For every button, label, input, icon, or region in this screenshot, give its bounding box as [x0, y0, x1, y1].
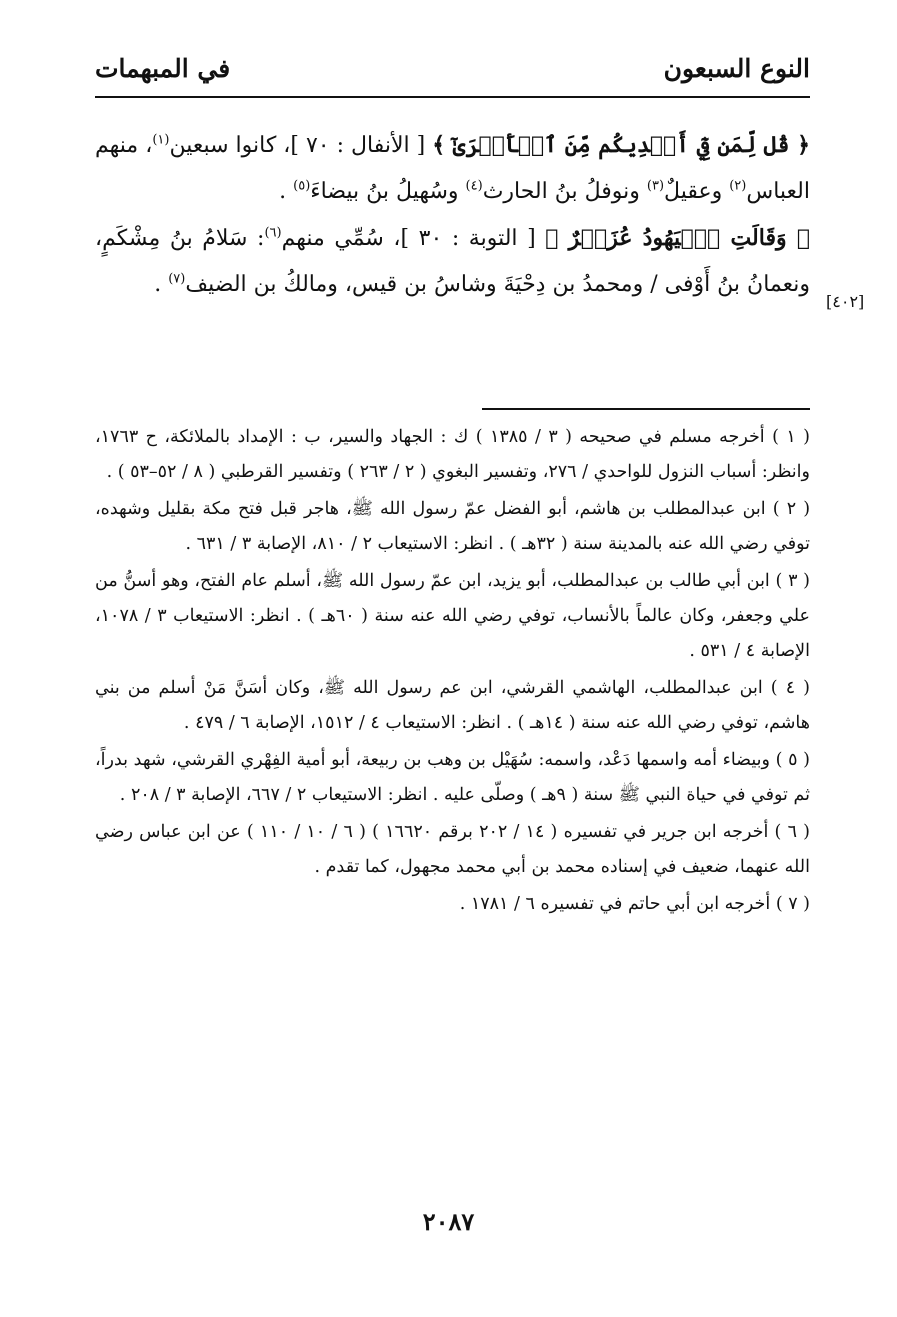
main-text	[95, 122, 810, 308]
footnote-item	[95, 492, 810, 562]
text-run: وسُهيلُ بنُ بيضاءَ	[310, 179, 466, 204]
footnote-marker[interactable]: (٣)	[646, 178, 665, 194]
text-run: .	[279, 179, 294, 204]
verse-reference: [ التوبة : ٣٠ ]، سُمِّي منهم	[281, 226, 536, 251]
footnote-item	[95, 671, 810, 741]
footnote-marker[interactable]: (٢)	[729, 178, 747, 194]
footnote-text: ابن أبي طالب بن عبدالمطلب، أبو يزيد، ابن عمّ رسول الله ﷺ، أسلم عام الفتح، وهو أسنُّ من علي وجعفر، وكان عالماً بالأنساب، توفي رضي الله عنه سنة ( ٦٠هـ ) . انظر: الاستيعاب ٣ / ١٠٧٨، الإصابة ٤ / ٥٣١ .	[95, 571, 810, 661]
footnote-text: وبيضاء أمه واسمها دَعْد، واسمه: سُهَيْل بن وهب بن ربيعة، أبو أمية الفِهْري القرشي، شهد بدراً، ثم توفي في حياة النبي ﷺ سنة ( ٩هـ ) وصلّى عليه . انظر: الاستيعاب ٢ / ٦٦٧، الإصابة ٣ / ٢٠٨ .	[95, 750, 810, 805]
verse-reference: [ الأنفال : ٧٠ ]، كانوا سبعين	[169, 133, 426, 158]
footnote-number: ( ٧ )	[775, 894, 810, 914]
footnote-text: ابن عبدالمطلب بن هاشم، أبو الفضل عمّ رسول الله ﷺ، هاجر قبل فتح مكة بقليل وشهده، توفي رضي الله عنه بالمدينة سنة ( ٣٢هـ ) . انظر: الاستيعاب ٢ / ٨١٠، الإصابة ٣ / ٦٣١ .	[95, 499, 810, 554]
footnote-number: ( ١ )	[772, 427, 811, 447]
text-run: وعقيلٌ	[664, 179, 730, 204]
quran-verse: ﴿ قُل لِّمَن فِيٓ أَيۡدِيكُم مِّنَ ٱلۡأَسۡرَىٰٓ ﴾	[432, 132, 810, 158]
quran-verse: ﴿ وَقَالَتِ ٱلۡيَهُودُ عُزَيۡرٌ ﴾	[545, 225, 811, 251]
footnote-number: ( ٦ )	[774, 822, 810, 842]
footnote-item	[95, 815, 810, 885]
paragraph-2	[95, 215, 810, 308]
footnote-marker[interactable]: (٦)	[264, 225, 282, 241]
text-run: ونوفلُ بنُ الحارث	[482, 179, 647, 204]
paragraph-1	[95, 122, 810, 215]
footnote-number: ( ٢ )	[772, 499, 811, 519]
page-number: ٢٠٨٧	[422, 1207, 475, 1236]
footnote-item	[95, 420, 810, 490]
footnote-text: ابن عبدالمطلب، الهاشمي القرشي، ابن عم رسول الله ﷺ، وكان أسَنَّ مَنْ أسلم من بني هاشم، توفي رضي الله عنه سنة ( ١٤هـ ) . انظر: الاستيعاب ٤ / ١٥١٢، الإصابة ٦ / ٤٧٩ .	[95, 678, 810, 733]
footnote-marker[interactable]: (٧)	[168, 271, 186, 287]
footnote-rule	[482, 408, 810, 410]
footnote-item	[95, 743, 810, 813]
footnote-number: ( ٥ )	[775, 750, 810, 770]
footnote-number: ( ٣ )	[775, 571, 811, 591]
text-run: .	[154, 272, 169, 297]
text-run: ، منهم العباس	[95, 133, 810, 204]
chapter-title: النوع السبعون	[663, 54, 810, 83]
running-header	[95, 48, 810, 96]
footnote-marker[interactable]: (٥)	[293, 178, 311, 194]
footnote-marker[interactable]: (٤)	[465, 178, 483, 194]
footnote-text: أخرجه ابن جرير في تفسيره ( ١٤ / ٢٠٢ برقم ١٦٦٢٠ ) ( ٦ / ١٠ / ١١٠ ) عن ابن عباس رضي الله عنهما، ضعيف في إسناده محمد بن أبي محمد مجهول، كما تقدم .	[95, 822, 810, 877]
section-title: في المبهمات	[95, 54, 231, 83]
footnote-marker[interactable]: (١)	[152, 132, 170, 148]
text-run: : سَلامُ بنُ مِشْكَمٍ، ونعمانُ بنُ أَوْفى / ومحمدُ بن دِحْيَةَ وشاسُ بن قيس، ومالكُ بن الضيف	[95, 226, 810, 297]
header-rule	[95, 96, 810, 98]
footnote-item	[95, 564, 810, 669]
footnote-item	[95, 887, 810, 922]
manuscript-page-marker: [٤٠٢]	[826, 292, 865, 311]
footnote-number: ( ٤ )	[770, 678, 810, 698]
footnote-text: أخرجه ابن أبي حاتم في تفسيره ٦ / ١٧٨١ .	[459, 894, 771, 914]
footnotes	[95, 420, 810, 924]
footnote-text: أخرجه مسلم في صحيحه ( ٣ / ١٣٨٥ ) ك : الجهاد والسير، ب : الإمداد بالملائكة، ح ١٧٦٣، وانظر: أسباب النزول للواحدي / ٢٧٦، وتفسير البغوي ( ٢ / ٢٦٣ ) وتفسير القرطبي ( ٨ / ٥٢–٥٣ ) .	[95, 427, 810, 482]
